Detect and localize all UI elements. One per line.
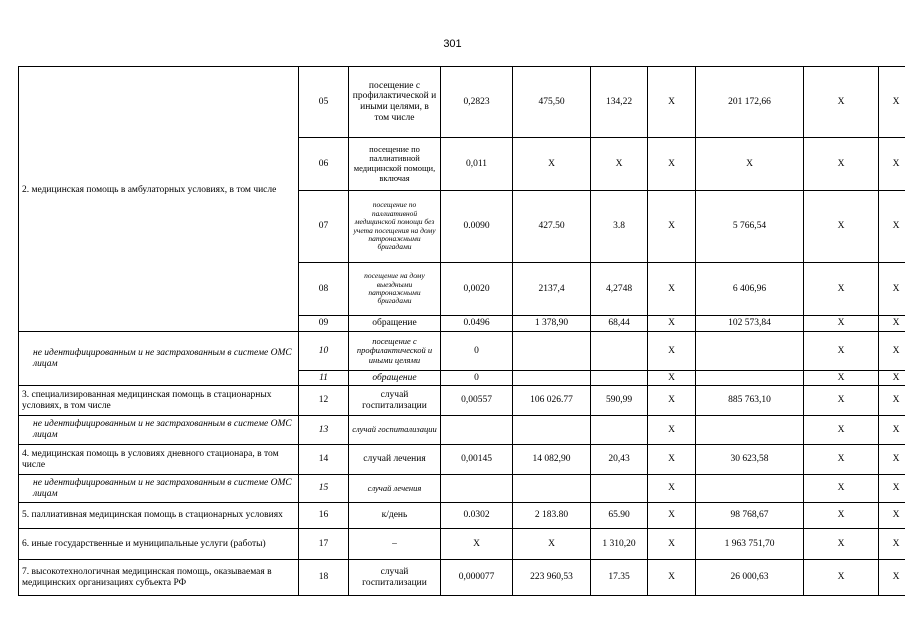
- cell: 223 960,53: [513, 560, 591, 596]
- cell: X: [441, 529, 513, 560]
- cell: [513, 475, 591, 503]
- row-code: 10: [299, 332, 349, 371]
- row-name: не идентифицированным и не застрахованным в системе ОМС лицам: [19, 416, 299, 445]
- cell: X: [804, 560, 879, 596]
- cell: [591, 371, 648, 386]
- cell: 1 378,90: [513, 316, 591, 332]
- cell: 475,50: [513, 67, 591, 138]
- cell: 0: [441, 332, 513, 371]
- cell: 65.90: [591, 503, 648, 529]
- cell: X: [879, 529, 905, 560]
- table-row: [19, 332, 905, 371]
- row-name: 7. высокотехнологичная медицинская помощь, оказываемая в медицинских организациях субъекта РФ: [19, 560, 299, 596]
- cell: X: [648, 138, 696, 191]
- cell: X: [879, 445, 905, 475]
- cell: X: [879, 67, 905, 138]
- cell: [696, 475, 804, 503]
- cell: [696, 371, 804, 386]
- cell: 885 763,10: [696, 386, 804, 416]
- row-unit: случай госпитализации: [349, 386, 441, 416]
- row-name: 5. паллиативная медицинская помощь в стационарных условиях: [19, 503, 299, 529]
- cell: X: [879, 560, 905, 596]
- cell: X: [513, 138, 591, 191]
- cell: [591, 332, 648, 371]
- cell: 106 026.77: [513, 386, 591, 416]
- cell: 0,000077: [441, 560, 513, 596]
- cell: 5 766,54: [696, 191, 804, 263]
- cell: X: [804, 191, 879, 263]
- row-unit: посещение с профилактической и иными целями, в том числе: [349, 67, 441, 138]
- cell: X: [879, 263, 905, 316]
- cell: X: [648, 503, 696, 529]
- cell: X: [879, 316, 905, 332]
- cell: X: [879, 503, 905, 529]
- cell: X: [879, 416, 905, 445]
- cell: X: [804, 475, 879, 503]
- table-row: [19, 67, 905, 138]
- cell: X: [648, 416, 696, 445]
- cell: 0.0496: [441, 316, 513, 332]
- cell: [513, 371, 591, 386]
- cell: X: [804, 371, 879, 386]
- row-code: 14: [299, 445, 349, 475]
- cell: X: [804, 67, 879, 138]
- row-unit: к/день: [349, 503, 441, 529]
- row-code: 09: [299, 316, 349, 332]
- cell: 0,0020: [441, 263, 513, 316]
- cell: 26 000,63: [696, 560, 804, 596]
- cell: 102 573,84: [696, 316, 804, 332]
- cell: X: [648, 316, 696, 332]
- cell: X: [804, 316, 879, 332]
- table-row: [19, 560, 905, 596]
- row-unit: обращение: [349, 371, 441, 386]
- row-code: 11: [299, 371, 349, 386]
- row-name: 2. медицинская помощь в амбулаторных условиях, в том числе: [19, 67, 299, 332]
- row-unit: случай лечения: [349, 475, 441, 503]
- cell: X: [591, 138, 648, 191]
- table-row: [19, 445, 905, 475]
- row-name: не идентифицированным и не застрахованным в системе ОМС лицам: [19, 475, 299, 503]
- cell: [591, 475, 648, 503]
- cell: X: [879, 386, 905, 416]
- cell: X: [804, 503, 879, 529]
- cell: [441, 475, 513, 503]
- row-code: 13: [299, 416, 349, 445]
- cell: X: [696, 138, 804, 191]
- cell: [513, 416, 591, 445]
- cell: X: [648, 475, 696, 503]
- row-code: 07: [299, 191, 349, 263]
- row-unit: посещение на дому выездными патронажными бригадами: [349, 263, 441, 316]
- row-unit: обращение: [349, 316, 441, 332]
- cell: X: [804, 529, 879, 560]
- cell: X: [648, 445, 696, 475]
- row-name: 3. специализированная медицинская помощь в стационарных условиях, в том числе: [19, 386, 299, 416]
- table-row: [19, 529, 905, 560]
- cell: 0,2823: [441, 67, 513, 138]
- cell: 0,00145: [441, 445, 513, 475]
- cell: 427.50: [513, 191, 591, 263]
- cell: X: [513, 529, 591, 560]
- row-code: 12: [299, 386, 349, 416]
- cell: 590,99: [591, 386, 648, 416]
- row-code: 18: [299, 560, 349, 596]
- table-row: [19, 503, 905, 529]
- row-code: 15: [299, 475, 349, 503]
- cell: 14 082,90: [513, 445, 591, 475]
- table-row: [19, 386, 905, 416]
- cell: X: [804, 332, 879, 371]
- document-table: [18, 66, 905, 596]
- row-code: 06: [299, 138, 349, 191]
- cell: 1 963 751,70: [696, 529, 804, 560]
- cell: 2137,4: [513, 263, 591, 316]
- cell: 134,22: [591, 67, 648, 138]
- cell: 0,011: [441, 138, 513, 191]
- cell: X: [879, 332, 905, 371]
- cell: 20,43: [591, 445, 648, 475]
- cell: 4,2748: [591, 263, 648, 316]
- page-number: 301: [443, 38, 462, 50]
- row-code: 16: [299, 503, 349, 529]
- row-name: 4. медицинская помощь в условиях дневного стационара, в том числе: [19, 445, 299, 475]
- cell: X: [804, 416, 879, 445]
- table-row: [19, 416, 905, 445]
- cell: 201 172,66: [696, 67, 804, 138]
- row-name: не идентифицированным и не застрахованным в системе ОМС лицам: [19, 332, 299, 386]
- cell: X: [804, 386, 879, 416]
- cell: [696, 416, 804, 445]
- table-row: [19, 475, 905, 503]
- row-unit: посещение по паллиативной медицинской помощи без учета посещения на дому патронажными бригадами: [349, 191, 441, 263]
- cell: 0: [441, 371, 513, 386]
- row-unit: посещение с профилактической и иными целями: [349, 332, 441, 371]
- cell: 6 406,96: [696, 263, 804, 316]
- cell: 0.0090: [441, 191, 513, 263]
- cell: X: [648, 332, 696, 371]
- row-unit: посещение по паллиативной медицинской помощи, включая: [349, 138, 441, 191]
- row-unit: –: [349, 529, 441, 560]
- cell: X: [879, 371, 905, 386]
- cell: 3.8: [591, 191, 648, 263]
- row-unit: случай госпитализации: [349, 560, 441, 596]
- cell: X: [648, 191, 696, 263]
- cell: X: [648, 371, 696, 386]
- row-code: 17: [299, 529, 349, 560]
- cell: X: [648, 263, 696, 316]
- cell: X: [879, 191, 905, 263]
- cell: 68,44: [591, 316, 648, 332]
- cell: [441, 416, 513, 445]
- cell: [696, 332, 804, 371]
- cell: 1 310,20: [591, 529, 648, 560]
- row-name: 6. иные государственные и муниципальные услуги (работы): [19, 529, 299, 560]
- row-code: 08: [299, 263, 349, 316]
- cell: 0,00557: [441, 386, 513, 416]
- row-unit: случай лечения: [349, 445, 441, 475]
- cell: X: [648, 560, 696, 596]
- row-unit: случай госпитализации: [349, 416, 441, 445]
- cell: [513, 332, 591, 371]
- cell: 0.0302: [441, 503, 513, 529]
- cell: X: [648, 529, 696, 560]
- row-code: 05: [299, 67, 349, 138]
- cell: X: [804, 263, 879, 316]
- cell: X: [879, 475, 905, 503]
- cell: X: [804, 138, 879, 191]
- cell: X: [804, 445, 879, 475]
- cell: X: [648, 67, 696, 138]
- cell: 98 768,67: [696, 503, 804, 529]
- cell: X: [879, 138, 905, 191]
- cell: X: [648, 386, 696, 416]
- cell: 30 623,58: [696, 445, 804, 475]
- cell: 2 183.80: [513, 503, 591, 529]
- cell: 17.35: [591, 560, 648, 596]
- cell: [591, 416, 648, 445]
